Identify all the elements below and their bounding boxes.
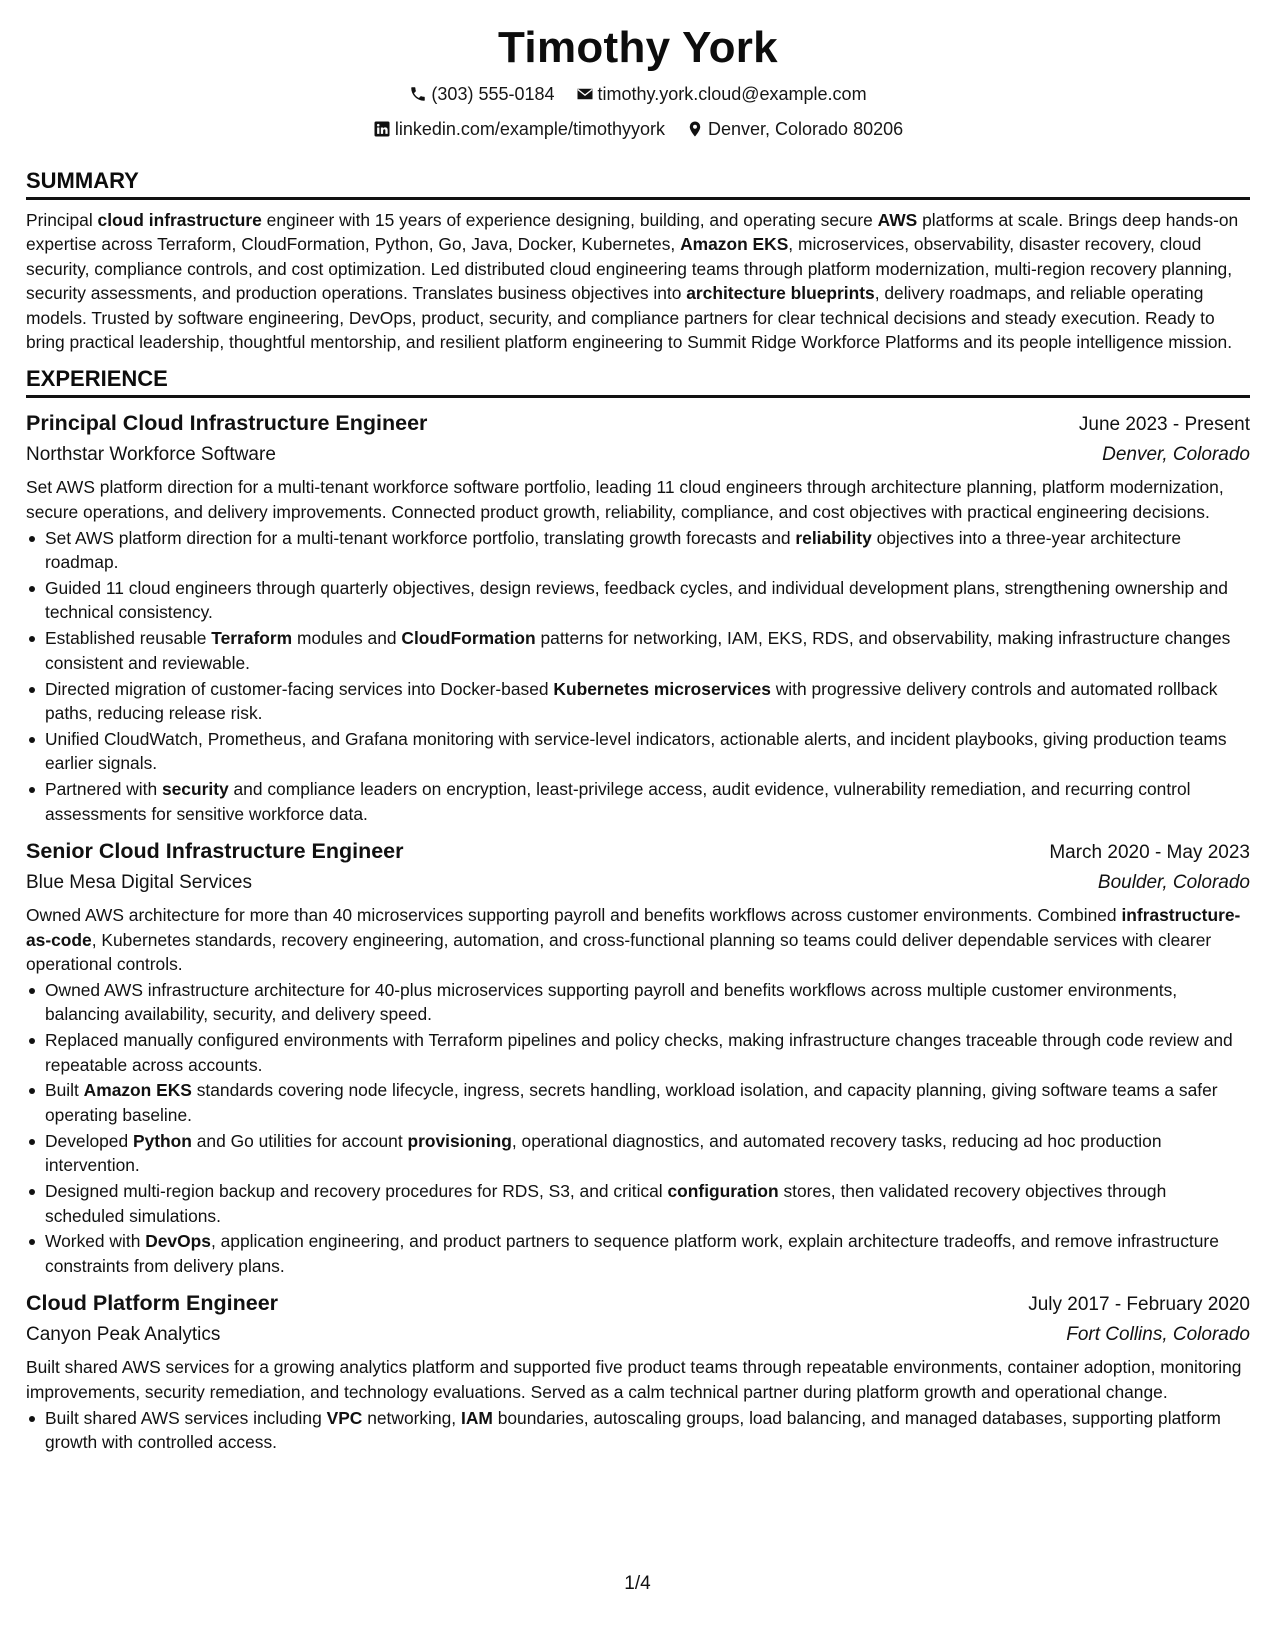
- body-text: , application engineering, and product partners to sequence platform work, explain architecture tradeoffs, and remove infrastructure constraints from delivery plans.: [45, 1231, 1219, 1276]
- job-bullets: [26, 978, 1250, 1278]
- list-item: [26, 1406, 1250, 1455]
- body-text: Set AWS platform direction for a multi-tenant workforce software portfolio, leading 11 cloud engineers through architecture planning, platform modernization, secure operations, and delivery improvements. Connected product growth, reliability, compliance, and cost objectives with practical engineering decisions.: [26, 477, 1224, 522]
- job-bullets: [26, 1406, 1250, 1455]
- emphasis-text: IAM: [460, 1407, 493, 1428]
- list-item: [26, 1028, 1250, 1077]
- body-text: Built shared AWS services including: [45, 1407, 327, 1428]
- body-text: networking,: [362, 1407, 461, 1428]
- body-text: , delivery roadmaps, and reliable operating models. Trusted by software engineering, DevOps, product, security, and compliance partners for clear technical decisions and steady execution. Ready to bring practical leadership, thoughtful mentorship, and resilient platform engineering to Summit Ridge Workforce Platforms and its people intelligence mission.: [26, 283, 1233, 353]
- body-text: , microservices, observability, disaster recovery, cloud security, compliance controls, and cost optimization. Led distributed cloud engineering teams through platform modernization, multi-region recovery planning, security assessments, and production operations. Translates business objectives into: [26, 234, 1233, 304]
- linkedin-text[interactable]: linkedin.com/example/timothyyork: [394, 119, 665, 139]
- emphasis-text: reliability: [795, 527, 872, 548]
- summary-paragraph: [26, 208, 1250, 354]
- job-dates: July 2017 - February 2020: [1028, 1294, 1250, 1316]
- body-text: stores, then validated recovery objectives through scheduled simulations.: [45, 1181, 1167, 1226]
- body-text: Established reusable: [45, 628, 212, 649]
- emphasis-text: Python: [132, 1130, 192, 1151]
- body-text: Built shared AWS services for a growing analytics platform and supported five product teams through repeatable environments, container adoption, monitoring improvements, security remediation, and technology evaluations. Served as a calm technical partner during platform growth and operational change.: [26, 1357, 1242, 1402]
- resume-page: [26, 18, 1250, 1454]
- list-item: [26, 1229, 1250, 1278]
- job-dates: June 2023 - Present: [1078, 414, 1250, 436]
- body-text: boundaries, autoscaling groups, load balancing, and managed databases, supporting platform growth with controlled access.: [45, 1407, 1221, 1452]
- emphasis-text: VPC: [326, 1407, 363, 1428]
- emphasis-text: CloudFormation: [401, 628, 536, 649]
- job-location: Denver, Colorado: [1102, 444, 1250, 466]
- job-entry: [26, 1288, 1250, 1454]
- body-text: Directed migration of customer-facing services into Docker-based: [45, 678, 554, 699]
- emphasis-text: provisioning: [407, 1130, 512, 1151]
- body-text: Guided 11 cloud engineers through quarterly objectives, design reviews, feedback cycles, and individual development plans, strengthening ownership and technical consistency.: [45, 578, 1228, 623]
- body-text: with progressive delivery controls and automated rollback paths, reducing release risk.: [45, 678, 1218, 724]
- list-item: [26, 1078, 1250, 1127]
- job-subheader: [26, 868, 1250, 898]
- emphasis-text: Terraform: [211, 628, 293, 649]
- contact-line-2: [26, 113, 1250, 148]
- body-text: Unified CloudWatch, Prometheus, and Grafana monitoring with service-level indicators, actionable alerts, and incident playbooks, giving production teams earlier signals.: [45, 729, 1227, 774]
- experience-list: [26, 408, 1250, 1454]
- job-header: [26, 408, 1250, 440]
- body-text: Designed multi-region backup and recovery procedures for RDS, S3, and critical: [45, 1181, 668, 1202]
- emphasis-text: infrastructure-as-code: [26, 905, 1241, 950]
- page-number: 1/4: [624, 1573, 651, 1594]
- location-text: Denver, Colorado 80206: [707, 119, 904, 139]
- body-text: modules and: [292, 628, 402, 649]
- experience-heading: EXPERIENCE: [26, 364, 1250, 398]
- job-summary: [26, 903, 1250, 976]
- list-item: [26, 677, 1250, 726]
- emphasis-text: DevOps: [145, 1231, 211, 1252]
- emphasis-text: cloud infrastructure: [97, 210, 262, 230]
- contact-phone: [409, 78, 554, 110]
- contact-line-1: [26, 78, 1250, 113]
- contact-location: [686, 113, 903, 145]
- job-header: [26, 1288, 1250, 1320]
- body-text: and compliance leaders on encryption, least-privilege access, audit evidence, vulnerability remediation, and recurring control assessments for sensitive workforce data.: [45, 779, 1191, 824]
- candidate-name: Timothy York: [498, 23, 778, 72]
- linkedin-icon: [373, 120, 391, 138]
- job-entry: [26, 408, 1250, 826]
- job-company: Canyon Peak Analytics: [26, 1324, 221, 1346]
- job-title: Senior Cloud Infrastructure Engineer: [26, 839, 404, 864]
- emphasis-text: configuration: [667, 1181, 779, 1202]
- summary-heading: SUMMARY: [26, 166, 1250, 200]
- list-item: [26, 777, 1250, 826]
- job-entry: [26, 836, 1250, 1278]
- body-text: Owned AWS architecture for more than 40 microservices supporting payroll and benefits workflows across customer environments. Combined: [26, 905, 1122, 926]
- body-text: patterns for networking, IAM, EKS, RDS, and observability, making infrastructure changes consistent and reviewable.: [45, 628, 1231, 673]
- envelope-icon: [576, 85, 594, 103]
- body-text: platforms at scale. Brings deep hands-on expertise across Terraform, CloudFormation, Python, Go, Java, Docker, Kubernetes,: [26, 210, 1239, 255]
- job-subheader: [26, 1320, 1250, 1350]
- emphasis-text: Amazon EKS: [83, 1080, 192, 1101]
- email-text[interactable]: timothy.york.cloud@example.com: [597, 84, 867, 104]
- list-item: [26, 526, 1250, 575]
- job-summary: [26, 475, 1250, 524]
- body-text: and Go utilities for account: [191, 1130, 408, 1151]
- body-text: objectives into a three-year architecture roadmap.: [45, 527, 1182, 573]
- job-company: Northstar Workforce Software: [26, 444, 276, 466]
- body-text: Built: [45, 1080, 84, 1101]
- job-summary: [26, 1355, 1250, 1404]
- body-text: engineer with 15 years of experience designing, building, and operating secure: [261, 210, 878, 230]
- body-text: Owned AWS infrastructure architecture for 40-plus microservices supporting payroll and benefits workflows across multiple customer environments, balancing availability, security, and delivery speed.: [45, 979, 1178, 1025]
- body-text: Principal: [26, 210, 98, 230]
- list-item: [26, 1179, 1250, 1228]
- emphasis-text: Kubernetes microservices: [553, 678, 771, 699]
- body-text: standards covering node lifecycle, ingress, secrets handling, workload isolation, and capacity planning, giving software teams a safer operating baseline.: [45, 1080, 1218, 1125]
- emphasis-text: AWS: [877, 210, 918, 230]
- body-text: , operational diagnostics, and automated recovery tasks, reducing ad hoc production intervention.: [45, 1130, 1162, 1176]
- body-text: , Kubernetes standards, recovery engineering, automation, and cross-functional planning so teams could deliver dependable services with clearer operational controls.: [26, 929, 1212, 974]
- list-item: [26, 727, 1250, 776]
- job-company: Blue Mesa Digital Services: [26, 872, 252, 894]
- job-title: Principal Cloud Infrastructure Engineer: [26, 411, 428, 436]
- body-text: Set AWS platform direction for a multi-tenant workforce portfolio, translating growth forecasts and: [45, 527, 796, 548]
- job-bullets: [26, 526, 1250, 826]
- emphasis-text: architecture blueprints: [686, 283, 875, 304]
- job-dates: March 2020 - May 2023: [1049, 842, 1250, 864]
- job-location: Fort Collins, Colorado: [1066, 1324, 1250, 1346]
- contact-email[interactable]: [576, 78, 867, 110]
- body-text: Replaced manually configured environments with Terraform pipelines and policy checks, making infrastructure changes traceable through code review and repeatable across accounts.: [45, 1030, 1233, 1075]
- list-item: [26, 1129, 1250, 1178]
- emphasis-text: Amazon EKS: [680, 234, 789, 255]
- list-item: [26, 626, 1250, 675]
- map-pin-icon: [686, 120, 704, 138]
- job-title: Cloud Platform Engineer: [26, 1291, 279, 1316]
- job-location: Boulder, Colorado: [1097, 872, 1250, 894]
- body-text: Developed: [45, 1130, 133, 1151]
- phone-icon: [409, 85, 427, 103]
- body-text: Worked with: [45, 1231, 146, 1252]
- emphasis-text: security: [161, 779, 229, 800]
- job-header: [26, 836, 1250, 868]
- body-text: Partnered with: [45, 779, 162, 800]
- list-item: [26, 978, 1250, 1027]
- list-item: [26, 576, 1250, 625]
- contact-linkedin[interactable]: [373, 113, 665, 145]
- phone-text: (303) 555-0184: [431, 84, 555, 104]
- job-subheader: [26, 440, 1250, 470]
